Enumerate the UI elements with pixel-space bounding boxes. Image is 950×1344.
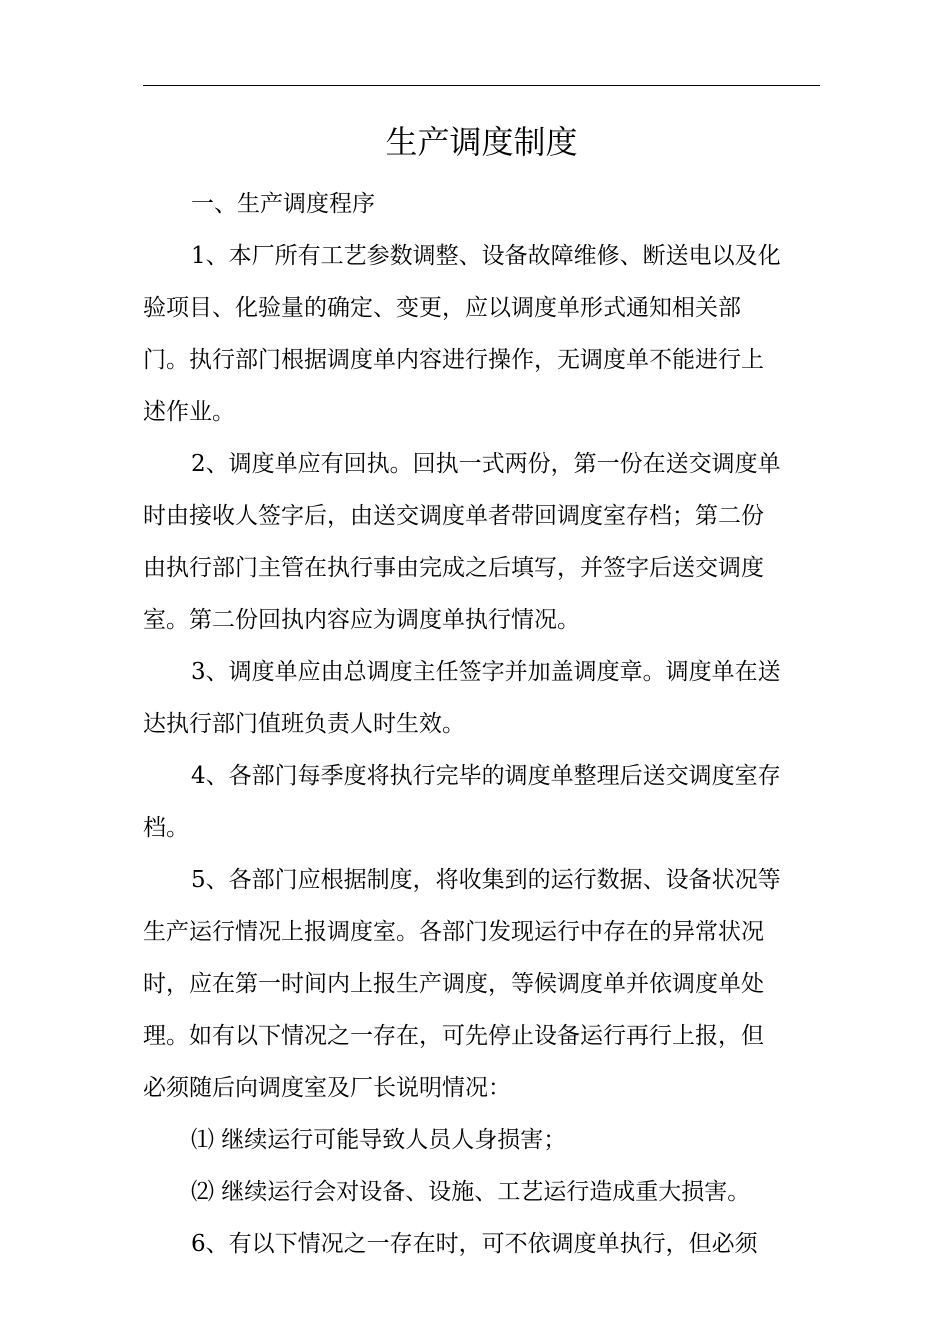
header-rule bbox=[143, 85, 820, 86]
paragraph-line: 5、各部门应根据制度，将收集到的运行数据、设备状况等 bbox=[191, 867, 781, 893]
list-item-text: ⑴ 继续运行可能导致人员人身损害； bbox=[191, 1127, 567, 1153]
paragraph-line: 达执行部门值班负责人时生效。 bbox=[143, 711, 465, 737]
list-item-2 bbox=[143, 1166, 820, 1218]
paragraph-line: 室。第二份回执内容应为调度单执行情况。 bbox=[143, 607, 580, 633]
section-heading-text: 一、生产调度程序 bbox=[191, 191, 375, 217]
document-body bbox=[143, 178, 820, 1270]
document-title: 生产调度制度 bbox=[385, 123, 578, 161]
paragraph-line: 时由接收人签字后，由送交调度单者带回调度室存档；第二份 bbox=[143, 503, 764, 529]
paragraph-line: 档。 bbox=[143, 815, 189, 841]
paragraph-line: 理。如有以下情况之一存在，可先停止设备运行再行上报，但 bbox=[143, 1023, 764, 1049]
paragraph-line: 2、调度单应有回执。回执一式两份，第一份在送交调度单 bbox=[191, 451, 781, 477]
paragraph-2 bbox=[143, 438, 820, 646]
paragraph-1 bbox=[143, 230, 820, 438]
paragraph-line: 时，应在第一时间内上报生产调度，等候调度单并依调度单处 bbox=[143, 971, 764, 997]
paragraph-line: 述作业。 bbox=[143, 399, 235, 425]
paragraph-line: 4、各部门每季度将执行完毕的调度单整理后送交调度室存 bbox=[191, 763, 781, 789]
paragraph-line: 验项目、化验量的确定、变更，应以调度单形式通知相关部 bbox=[143, 295, 741, 321]
paragraph-line: 6、有以下情况之一存在时，可不依调度单执行，但必须 bbox=[191, 1231, 758, 1257]
paragraph-line: 生产运行情况上报调度室。各部门发现运行中存在的异常状况 bbox=[143, 919, 764, 945]
paragraph-line: 3、调度单应由总调度主任签字并加盖调度章。调度单在送 bbox=[191, 659, 781, 685]
paragraph-5 bbox=[143, 854, 820, 1114]
paragraph-line: 门。执行部门根据调度单内容进行操作，无调度单不能进行上 bbox=[143, 347, 764, 373]
list-item-1 bbox=[143, 1114, 820, 1166]
paragraph-line: 必须随后向调度室及厂长说明情况： bbox=[143, 1075, 511, 1101]
paragraph-6 bbox=[143, 1218, 820, 1270]
paragraph-line: 1、本厂所有工艺参数调整、设备故障维修、断送电以及化 bbox=[191, 243, 781, 269]
paragraph-3 bbox=[143, 646, 820, 750]
paragraph-4 bbox=[143, 750, 820, 854]
section-heading bbox=[143, 178, 820, 230]
list-item-text: ⑵ 继续运行会对设备、设施、工艺运行造成重大损害。 bbox=[191, 1179, 751, 1205]
paragraph-line: 由执行部门主管在执行事由完成之后填写，并签字后送交调度 bbox=[143, 555, 764, 581]
